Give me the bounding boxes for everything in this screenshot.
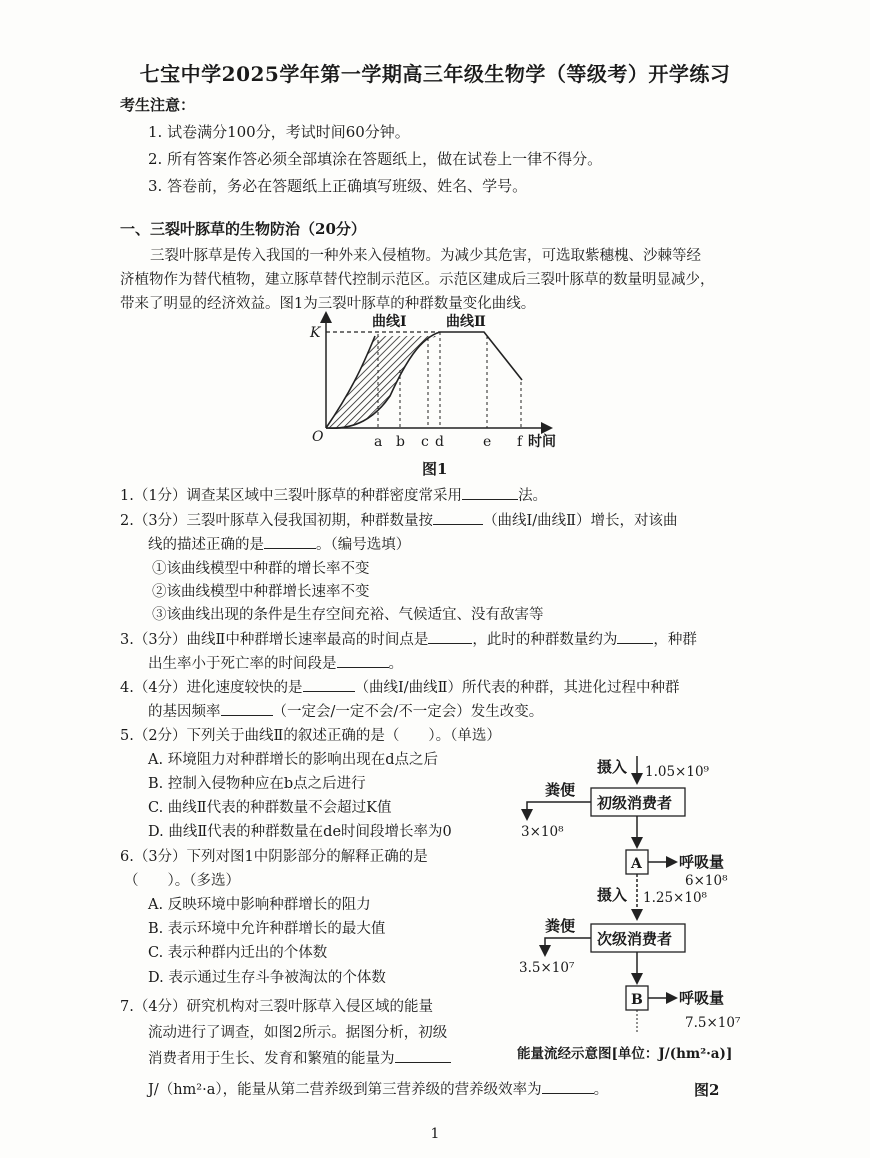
- q4-blank-2[interactable]: [221, 701, 273, 716]
- tick-c: c: [421, 434, 429, 450]
- q2-option-1: ①该曲线模型中种群的增长率不变: [152, 561, 370, 577]
- q3-blank-3[interactable]: [337, 653, 389, 668]
- notice-heading: 考生注意：: [120, 96, 196, 114]
- q6-option-b[interactable]: B. 表示环境中允许种群增长的最大值: [148, 921, 386, 937]
- q3-blank-2[interactable]: [617, 629, 653, 644]
- figure-2-energy-flow: [505, 750, 770, 1070]
- question-6-stem: 6.（3分）下列对图1中阴影部分的解释正确的是: [120, 849, 428, 865]
- feces-2-label: 粪便: [545, 917, 576, 935]
- notice-item-1: 1. 试卷满分100分，考试时间60分钟。: [148, 123, 410, 141]
- q1-blank[interactable]: [462, 485, 518, 500]
- resp-1-value: 6×10⁸: [685, 873, 728, 889]
- tick-a: a: [374, 434, 383, 450]
- q2-blank-1[interactable]: [433, 510, 483, 525]
- resp-1-label: 呼吸量: [679, 853, 725, 871]
- question-1: 1.（1分）调查某区域中三裂叶豚草的种群密度常采用 法。: [120, 484, 547, 505]
- question-3-line-2: 出生率小于死亡率的时间段是 。: [148, 652, 403, 673]
- question-6-stem-2: （ ）。（多选）: [124, 873, 240, 889]
- shaded-region: [326, 336, 440, 428]
- figure-1-population-curve: [300, 308, 570, 478]
- tick-b: b: [396, 434, 405, 450]
- q5-option-c[interactable]: C. 曲线Ⅱ代表的种群数量不会超过K值: [148, 800, 392, 816]
- y-axis-label-k: K: [310, 325, 321, 341]
- tick-f: f: [517, 434, 523, 450]
- curve-1-label: 曲线Ⅰ: [372, 314, 407, 330]
- intro-line-2: 济植物作为替代植物，建立豚草替代控制示范区。示范区建成后三裂叶豚草的数量明显减少，: [120, 272, 715, 288]
- question-2-line-2: 线的描述正确的是 。（编号选填）: [148, 533, 410, 554]
- notice-item-2: 2. 所有答案作答必须全部填涂在答题纸上，做在试卷上一律不得分。: [148, 150, 603, 168]
- q6-option-c[interactable]: C. 表示种群内迁出的个体数: [148, 945, 328, 961]
- feces-1-value: 3×10⁸: [521, 824, 564, 840]
- intake-2-label: 摄入: [597, 886, 628, 904]
- question-7-line-4: J/（hm²·a），能量从第二营养级到第三营养级的营养级效率为 。: [148, 1078, 608, 1099]
- question-4-line-2: 的基因频率 （一定会/一定不会/不一定会）发生改变。: [148, 700, 543, 721]
- q6-option-d[interactable]: D. 表示通过生存斗争被淘汰的个体数: [148, 970, 386, 986]
- q4-blank-1[interactable]: [303, 677, 355, 692]
- q2-blank-2[interactable]: [264, 534, 316, 549]
- intake-1-label: 摄入: [597, 758, 628, 776]
- intro-line-1: 三裂叶豚草是传入我国的一种外来入侵植物。为减少其危害，可选取紫穗槐、沙棘等经: [150, 248, 701, 264]
- section-heading: 一、三裂叶豚草的生物防治（20分）: [120, 220, 366, 238]
- feces-2-value: 3.5×10⁷: [519, 960, 575, 976]
- q7-blank-1[interactable]: [395, 1048, 451, 1063]
- primary-consumer-label: 初级消费者: [597, 794, 673, 812]
- page-title: 七宝中学2025学年第一学期高三年级生物学（等级考）开学练习: [139, 62, 731, 86]
- intake-2-value: 1.25×10⁸: [643, 890, 707, 906]
- page-number: 1: [430, 1126, 440, 1142]
- intake-1-value: 1.05×10⁹: [645, 764, 709, 780]
- resp-2-value: 7.5×10⁷: [685, 1015, 741, 1031]
- tick-e: e: [483, 434, 492, 450]
- q3-blank-1[interactable]: [428, 629, 472, 644]
- q6-option-a[interactable]: A. 反映环境中影响种群增长的阻力: [148, 897, 371, 913]
- q2-option-2: ②该曲线模型中种群增长速率不变: [152, 584, 370, 600]
- question-2-line-1: 2.（3分）三裂叶豚草入侵我国初期，种群数量按 （曲线Ⅰ/曲线Ⅱ）增长，对该曲: [120, 509, 678, 530]
- resp-2-label: 呼吸量: [679, 989, 725, 1007]
- q2-option-3: ③该曲线出现的条件是生存空间充裕、气候适宜、没有敌害等: [152, 607, 544, 623]
- question-5-stem: 5.（2分）下列关于曲线Ⅱ的叙述正确的是（ ）。（单选）: [120, 728, 501, 744]
- q5-option-b[interactable]: B. 控制入侵物种应在b点之后进行: [148, 776, 366, 792]
- tick-d: d: [435, 434, 444, 450]
- q5-option-a[interactable]: A. 环境阻力对种群增长的影响出现在d点之后: [148, 752, 438, 768]
- question-4-line-1: 4.（4分）进化速度较快的是 （曲线Ⅰ/曲线Ⅱ）所代表的种群，其进化过程中种群: [120, 676, 680, 697]
- q5-option-d[interactable]: D. 曲线Ⅱ代表的种群数量在de时间段增长率为0: [148, 824, 452, 840]
- x-axis-label: 时间: [528, 434, 556, 450]
- question-7-line-1: 7.（4分）研究机构对三裂叶豚草入侵区域的能量: [120, 999, 434, 1015]
- origin-label: O: [312, 429, 324, 445]
- box-a-label: A: [631, 856, 642, 872]
- figure-2-unit-caption: 能量流经示意图[单位：J/(hm²·a)]: [517, 1046, 733, 1062]
- question-7-line-3: 消费者用于生长、发育和繁殖的能量为: [148, 1047, 451, 1068]
- intro-line-3: 带来了明显的经济效益。图1为三裂叶豚草的种群数量变化曲线。: [120, 296, 536, 312]
- box-b-label: B: [631, 992, 643, 1008]
- figure-1-caption: 图1: [422, 460, 448, 478]
- feces-1-label: 粪便: [545, 781, 576, 799]
- secondary-consumer-label: 次级消费者: [597, 930, 673, 948]
- figure-2-caption: 图2: [694, 1081, 720, 1099]
- feces-1-arrow: [527, 802, 591, 818]
- notice-item-3: 3. 答卷前，务必在答题纸上正确填写班级、姓名、学号。: [148, 177, 528, 195]
- q7-blank-2[interactable]: [542, 1079, 594, 1094]
- feces-2-arrow: [545, 938, 591, 954]
- question-3-line-1: 3.（3分）曲线Ⅱ中种群增长速率最高的时间点是 ，此时的种群数量约为 ，种群: [120, 628, 697, 649]
- curve-2-label: 曲线Ⅱ: [446, 314, 486, 330]
- question-7-line-2: 流动进行了调查，如图2所示。据图分析，初级: [148, 1025, 448, 1041]
